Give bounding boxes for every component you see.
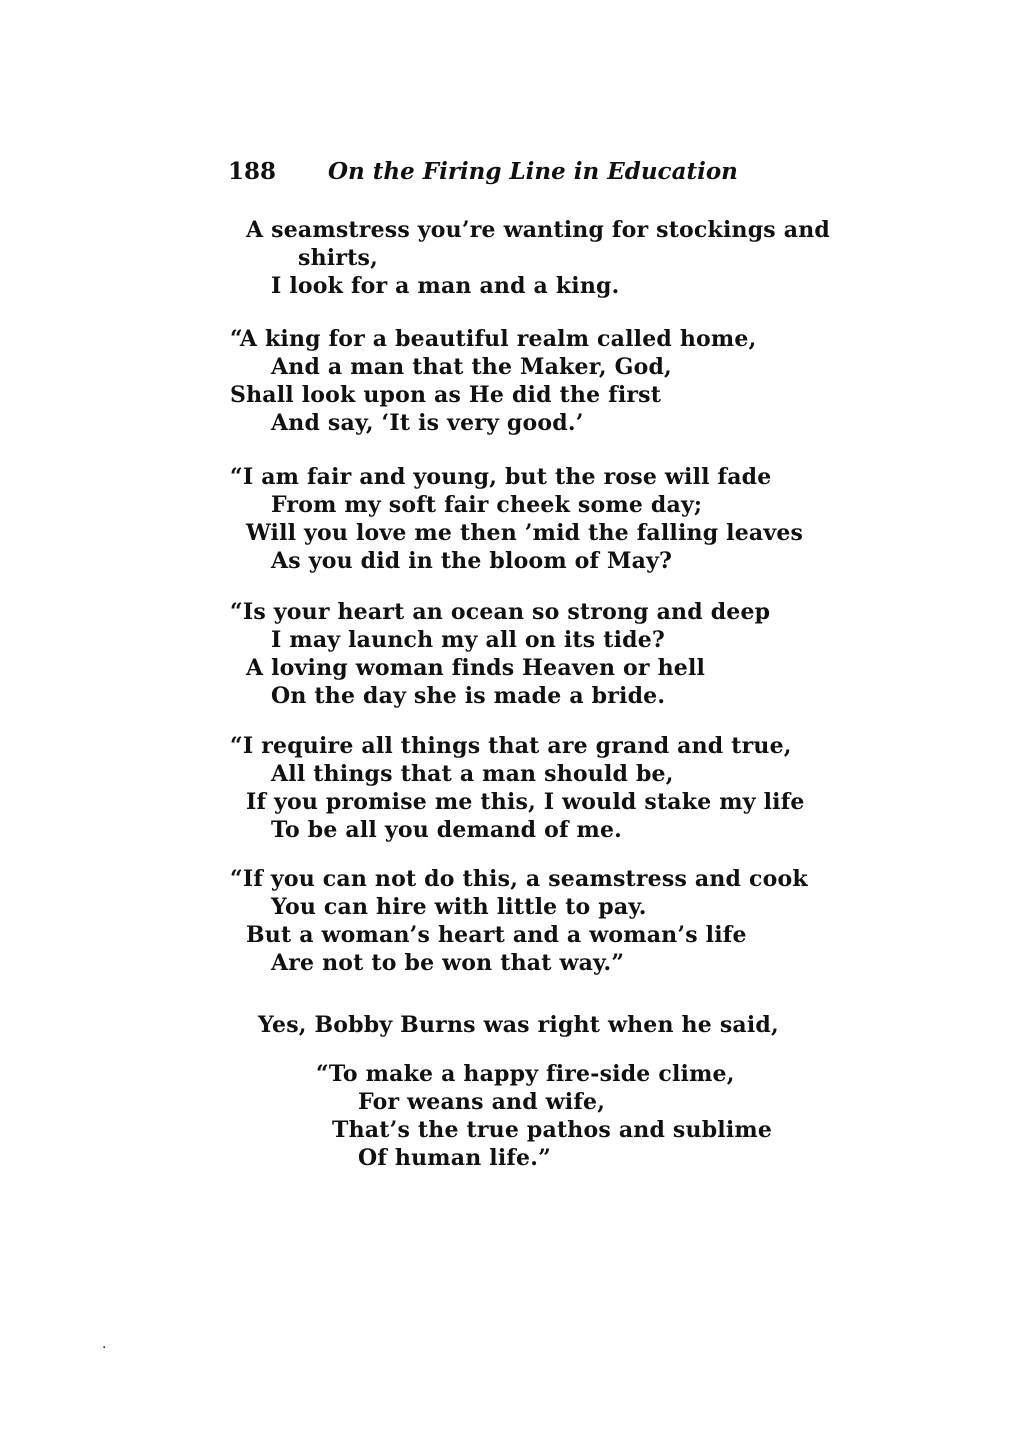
poem-line: And a man that the Maker, God, <box>271 354 672 380</box>
running-title: On the Firing Line in Education <box>328 158 738 185</box>
poem-line: “A king for a beautiful realm called home, <box>230 326 757 352</box>
poem-line: shirts, <box>298 245 378 271</box>
poem-line: Will you love me then ’mid the falling leaves <box>246 520 804 546</box>
quote-line: “To make a happy fire-side clime, <box>316 1061 735 1087</box>
poem-line: On the day she is made a bride. <box>271 683 666 709</box>
page-number: 188 <box>228 158 277 185</box>
poem-line: A loving woman finds Heaven or hell <box>246 655 706 681</box>
poem-line: As you did in the bloom of May? <box>271 548 673 574</box>
poem-line: From my soft fair cheek some day; <box>271 492 703 518</box>
poem-line: A seamstress you’re wanting for stockings and <box>246 217 830 243</box>
poem-line: But a woman’s heart and a woman’s life <box>246 922 747 948</box>
poem-line: All things that a man should be, <box>271 761 674 787</box>
quote-line: Of human life.” <box>358 1145 551 1171</box>
poem-line: And say, ‘It is very good.’ <box>271 410 584 436</box>
quote-line: For weans and wife, <box>358 1089 606 1115</box>
poem-line: If you promise me this, I would stake my life <box>246 789 805 815</box>
poem-line: I look for a man and a king. <box>271 273 620 299</box>
poem-line: I may launch my all on its tide? <box>271 627 666 653</box>
page-header <box>228 158 738 185</box>
poem-line: “Is your heart an ocean so strong and deep <box>230 599 771 625</box>
poem-line: Shall look upon as He did the first <box>230 382 662 408</box>
poem-line: To be all you demand of me. <box>271 817 623 843</box>
poem-line: “I am fair and young, but the rose will fade <box>230 464 772 490</box>
scan-speck: · <box>102 1340 107 1356</box>
quote-line: That’s the true pathos and sublime <box>332 1117 773 1143</box>
poem-line: “If you can not do this, a seamstress and cook <box>230 866 808 892</box>
poem-line: Are not to be won that way.” <box>271 950 625 976</box>
prose-line: Yes, Bobby Burns was right when he said, <box>258 1012 779 1038</box>
poem-line: “I require all things that are grand and true, <box>230 733 792 759</box>
poem-line: You can hire with little to pay. <box>271 894 647 920</box>
